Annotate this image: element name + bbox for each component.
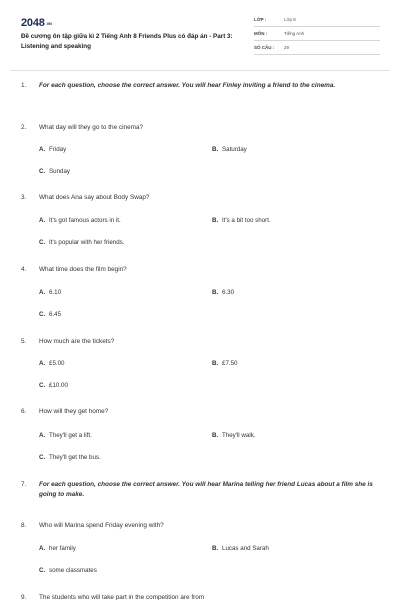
option-a[interactable] (39, 359, 64, 368)
option-c[interactable] (39, 238, 124, 247)
question-number: 7. (21, 481, 27, 488)
option-text: £10.00 (49, 382, 68, 389)
option-b[interactable] (212, 288, 234, 297)
meta-count-label: SỐ CÂU : (254, 45, 275, 50)
header-divider (10, 70, 390, 71)
option-text: They'll get the bus. (49, 454, 101, 461)
option-letter: C. (39, 382, 46, 389)
question-number: 2. (21, 124, 27, 131)
question-text: The students who will take part in the competition are from (39, 594, 205, 600)
option-letter: B. (212, 432, 219, 439)
option-a[interactable] (39, 431, 92, 440)
option-a[interactable] (39, 145, 66, 154)
option-b[interactable] (212, 431, 256, 440)
logo-text: 2048 (21, 17, 45, 29)
logo-suffix: .VN (45, 21, 52, 26)
option-letter: C. (39, 239, 46, 246)
meta-class-value: Lớp 8 (284, 17, 296, 22)
question-number: 1. (21, 82, 27, 89)
option-text: It's got famous actors in it. (49, 217, 121, 224)
question-text: What time does the film begin? (39, 266, 127, 273)
option-letter: A. (39, 432, 46, 439)
question-number: 8. (21, 522, 27, 529)
document-header (0, 0, 400, 70)
option-a[interactable] (39, 216, 121, 225)
option-text: They'll get a lift. (49, 432, 92, 439)
option-text: 6.30 (222, 289, 235, 296)
meta-subject-row (254, 29, 380, 41)
option-text: They'll walk. (222, 432, 256, 439)
option-letter: A. (39, 360, 46, 367)
option-text: It's popular with her friends. (49, 239, 125, 246)
option-letter: C. (39, 567, 46, 574)
option-text: Saturday (222, 146, 247, 153)
option-letter: B. (212, 360, 219, 367)
option-letter: C. (39, 454, 46, 461)
question-number: 4. (21, 266, 27, 273)
question-text: Who will Marina spend Friday evening with? (39, 522, 164, 529)
question-text: What day will they go to the cinema? (39, 124, 144, 131)
option-letter: A. (39, 545, 46, 552)
option-b[interactable] (212, 544, 269, 553)
option-letter: A. (39, 146, 46, 153)
option-text: Friday (49, 146, 67, 153)
option-a[interactable] (39, 544, 76, 553)
document-title: Đề cương ôn tập giữa kì 2 Tiếng Anh 8 Friends Plus có đáp án - Part 3: Listening and speaking (21, 33, 233, 50)
option-b[interactable] (212, 145, 247, 154)
option-letter: C. (39, 168, 46, 175)
question-number: 6. (21, 408, 27, 415)
question-text: How much are the tickets? (39, 338, 115, 345)
option-text: her family (49, 545, 76, 552)
option-text: 6.10 (49, 289, 62, 296)
option-c[interactable] (39, 310, 61, 319)
option-letter: B. (212, 217, 219, 224)
option-letter: B. (212, 146, 219, 153)
question-number: 9. (21, 594, 27, 600)
question-text: What does Ana say about Body Swap? (39, 194, 150, 201)
option-text: £5.00 (49, 360, 65, 367)
option-text: 6.45 (49, 311, 62, 318)
option-a[interactable] (39, 288, 61, 297)
option-text: some classmates (49, 567, 97, 574)
meta-count-value: 29 (284, 45, 290, 50)
option-c[interactable] (39, 167, 70, 176)
option-letter: A. (39, 217, 46, 224)
option-text: It's a bit too short. (222, 217, 271, 224)
meta-class-row (254, 15, 380, 27)
site-logo[interactable] (21, 17, 52, 29)
question-text: How will they get home? (39, 408, 109, 415)
option-letter: B. (212, 289, 219, 296)
option-b[interactable] (212, 216, 271, 225)
question-number: 5. (21, 338, 27, 345)
option-b[interactable] (212, 359, 237, 368)
meta-subject-label: MÔN : (254, 31, 268, 36)
option-letter: B. (212, 545, 219, 552)
question-instruction: For each question, choose the correct answer. You will hear Finley inviting a friend to the cinema. (39, 82, 336, 89)
question-number: 3. (21, 194, 27, 201)
option-c[interactable] (39, 453, 101, 462)
option-letter: C. (39, 311, 46, 318)
meta-subject-value: Tiếng Anh (284, 31, 305, 36)
option-text: Sunday (49, 168, 70, 175)
option-letter: A. (39, 289, 46, 296)
option-c[interactable] (39, 381, 68, 390)
meta-class-label: LỚP : (254, 17, 267, 22)
question-instruction: For each question, choose the correct answer. You will hear Marina telling her friend Lucas about a film she is going to make. (39, 481, 373, 498)
option-text: £7.50 (222, 360, 238, 367)
meta-count-row (254, 43, 380, 55)
option-c[interactable] (39, 566, 97, 575)
option-text: Lucas and Sarah (222, 545, 269, 552)
